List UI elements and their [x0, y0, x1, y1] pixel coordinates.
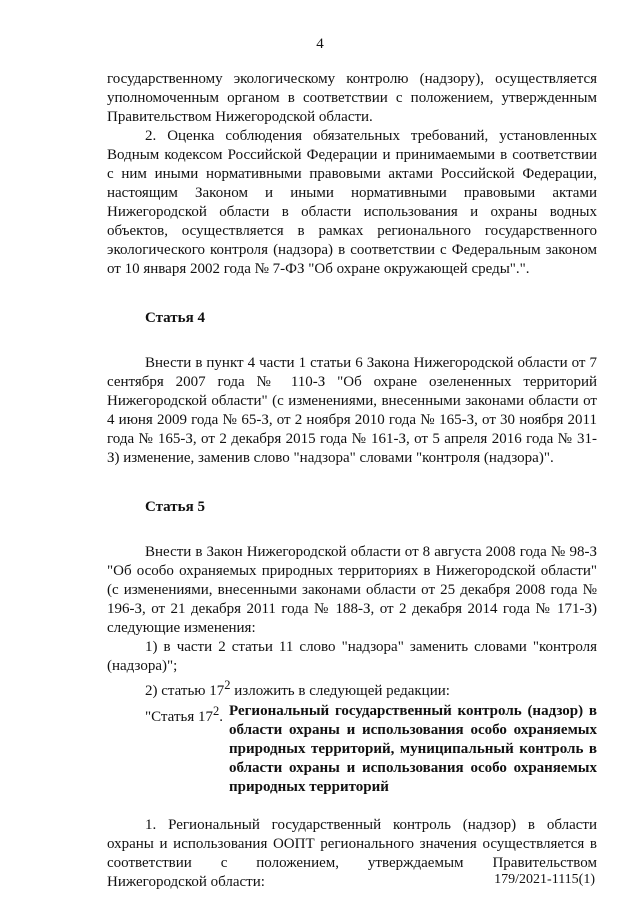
article-5-heading: Статья 5: [145, 499, 205, 515]
item-2-suffix: изложить в следующей редакции:: [230, 683, 450, 699]
article-17-2-lead-suffix: .: [219, 709, 223, 725]
document-body: [107, 70, 597, 892]
article-5-item-1: 1) в части 2 статьи 11 слово "надзора" заменить словами "контроля (надзора)";: [107, 639, 597, 674]
article-17-2-header: [107, 702, 597, 797]
article-17-2-lead-prefix: "Статья 17: [145, 709, 213, 725]
paragraph-2: 2. Оценка соблюдения обязательных требований, установленных Водным кодексом Российской Федерации и принимаемыми в соответствии с ним иными нормативными правовыми актами Российской Федерации, настоящим Законом и иными нормативными правовыми актами Нижегородской области в области использования и охраны водных объектов, осуществляется в рамках регионального государственного экологического контроля (надзора) в соответствии с Федеральным законом от 10 января 2002 года № 7-ФЗ "Об охране окружающей среды".".: [107, 128, 597, 277]
article-5-item-2: [107, 676, 597, 701]
document-number: 179/2021-1115(1): [494, 872, 595, 887]
paragraph-continuation: государственному экологическому контролю (надзору), осуществляется уполномоченным органом в соответствии с положением, утвержденным Правительством Нижегородской области.: [107, 71, 597, 125]
article-4-heading: Статья 4: [145, 310, 205, 326]
item-2-superscript: 2: [224, 678, 231, 692]
article-4-text: Внести в пункт 4 части 1 статьи 6 Закона Нижегородской области от 7 сентября 2007 года № 110-З "Об охране озелененных территорий Нижегородской области" (с изменениями, внесенными законами области от 4 июня 2009 года № 65-З, от 2 ноября 2010 года № 165-З, от 30 ноября 2011 года № 165-З, от 2 декабря 2015 года № 161-З, от 5 апреля 2016 года № 31-З) изменение, заменив слово "надзора" словами "контроля (надзора)".: [107, 355, 597, 466]
item-2-prefix: 2) статью 17: [145, 683, 225, 699]
article-5-intro: Внести в Закон Нижегородской области от 8 августа 2008 года № 98-З "Об особо охраняемых природных территориях в Нижегородской области" (с изменениями, внесенными законами области от 25 декабря 2008 года № 196-З, от 21 декабря 2011 года № 188-З, от 2 декабря 2014 года № 171-З) следующие изменения:: [107, 544, 597, 636]
page-number: 4: [316, 36, 324, 52]
article-17-2-superscript: 2: [212, 704, 220, 718]
article-17-2-title: Региональный государственный контроль (надзор) в области охраны и использования особо охраняемых природных территорий, муниципальный контроль в области охраны и использования особо охраняемых природных территорий: [229, 703, 597, 795]
article-17-2-point-1: 1. Региональный государственный контроль (надзор) в области охраны и использования ООПТ регионального значения осуществляется в соответствии с положением, утверждаемым Правительством Нижегородской области:: [107, 817, 597, 890]
article-17-2-lead: [107, 702, 229, 797]
